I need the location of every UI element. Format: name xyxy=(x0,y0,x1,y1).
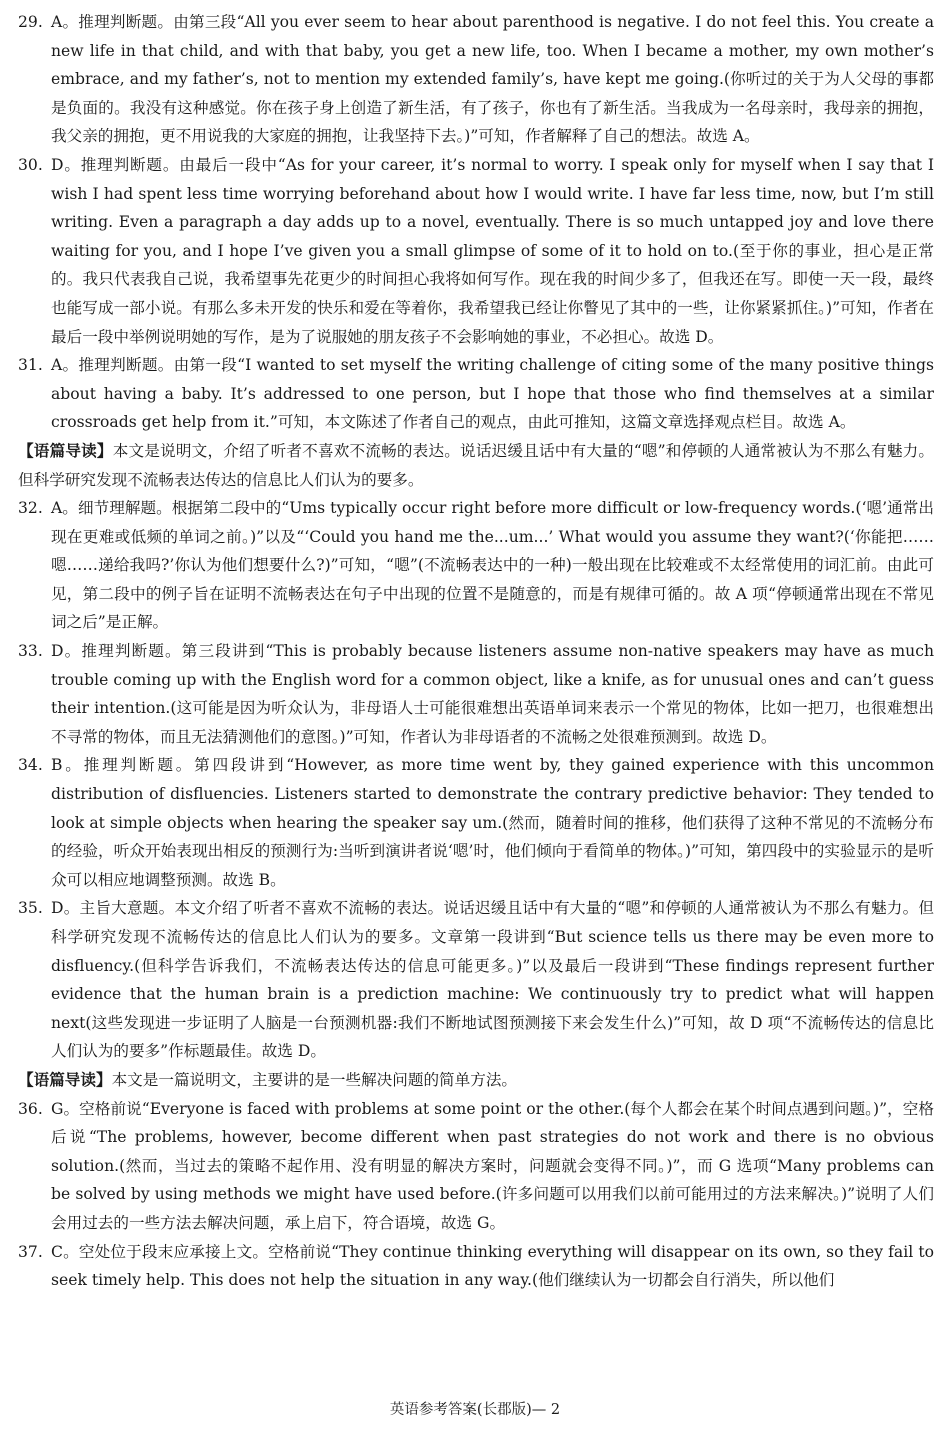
question-number: 33. xyxy=(18,642,43,661)
question-number: 32. xyxy=(18,499,43,518)
answer-text: C。空处位于段末应承接上文。空格前说“They continue thinking everything will disappear on its own, so they fail to seek timely help. This does not help the situation in any way.(他们继续认为一切都会自行消失，所以他们 xyxy=(51,1242,934,1290)
answer-item-31 xyxy=(18,351,934,437)
answer-item-32 xyxy=(18,494,934,637)
answer-text: D。主旨大意题。本文介绍了听者不喜欢不流畅的表达。说话迟缓且话中有大量的“嗯”和停顿的人通常被认为不那么有魅力。但科学研究发现不流畅传达的信息比人们认为的要多。文章第一段讲到“But science tells us there may be even more to disfluency.(但科学告诉我们，不流畅表达传达的信息可能更多。)”以及最后一段讲到“These findings represent further evidence that the human brain is a prediction machine: We continuously try to predict what will happen next(这些发现进一步证明了人脑是一台预测机器:我们不断地试图预测接下来会发生什么)”可知，故 D 项“不流畅传达的信息比人们认为的要多”作标题最佳。故选 D。 xyxy=(51,899,934,1061)
question-number: 30. xyxy=(18,155,43,174)
answer-item-30 xyxy=(18,151,934,351)
question-number: 29. xyxy=(18,13,43,31)
question-number: 36. xyxy=(18,1099,43,1118)
answer-item-34 xyxy=(18,751,934,894)
passage-guide-1 xyxy=(18,437,934,494)
guide-text: 本文是一篇说明文，主要讲的是一些解决问题的简单方法。 xyxy=(111,1070,518,1089)
question-number: 35. xyxy=(18,899,43,918)
answer-page xyxy=(18,8,934,1295)
answer-item-36 xyxy=(18,1095,934,1238)
question-number: 31. xyxy=(18,356,43,375)
answer-text: A。细节理解题。根据第二段中的“Ums typically occur right before more difficult or low-frequency words.(‘嗯’通常出现在更难或低频的单词之前。)”以及“‘Could you hand me the...um...’ What would you assume they want?(‘你能把……嗯……递给我吗?’你认为他们想要什么?)”可知，“嗯”(不流畅表达中的一种)一般出现在比较难或不太经常使用的词汇前。由此可见，第二段中的例子旨在证明不流畅表达在句子中出现的位置不是随意的，而是有规律可循的。故 A 项“停顿通常出现在不常见词之后”是正解。 xyxy=(51,499,934,632)
answer-item-35 xyxy=(18,894,934,1066)
guide-tag: 【语篇导读】 xyxy=(18,441,113,460)
answer-text: B。推理判断题。第四段讲到“However, as more time went by, they gained experience with this uncommon distribution of disfluencies. Listeners started to demonstrate the contrary predictive behavior: They tended to look at simple objects when hearing the speaker say um.(然而，随着时间的推移，他们获得了这种不常见的不流畅分布的经验，听众开始表现出相反的预测行为:当听到演讲者说‘嗯’时，他们倾向于看简单的物体。)”可知，第四段中的实验显示的是听众可以相应地调整预测。故选 B。 xyxy=(51,756,934,889)
question-number: 34. xyxy=(18,756,43,775)
guide-tag: 【语篇导读】 xyxy=(18,1070,112,1089)
answer-text: D。推理判断题。第三段讲到“This is probably because listeners assume non-native speakers may have as much trouble coming up with the English word for a common object, like a knife, as for unusual ones and can’t guess their intention.(这可能是因为听众认为，非母语人士可能很难想出英语单词来表示一个常见的物体，比如一把刀，也很难想出不寻常的物体，而且无法猜测他们的意图。)”可知，作者认为非母语者的不流畅之处很难预测到。故选 D。 xyxy=(51,642,934,746)
answer-item-29 xyxy=(18,8,934,151)
question-number: 37. xyxy=(18,1242,43,1261)
answer-text: A。推理判断题。由第三段“All you ever seem to hear about parenthood is negative. I do not feel this. You create a new life in that child, and with that baby, you get a new life, too. When I became a mother, my own mother’s embrace, and my father’s, not to mention my extended family’s, have kept me going.(你听过的关于为人父母的事都是负面的。我没有这种感觉。你在孩子身上创造了新生活，有了孩子，你也有了新生活。当我成为一名母亲时，我母亲的拥抱，我父亲的拥抱，更不用说我的大家庭的拥抱，让我坚持下去。)”可知，作者解释了自己的想法。故选 A。 xyxy=(51,13,934,146)
guide-text: 本文是说明文，介绍了听者不喜欢不流畅的表达。说话迟缓且话中有大量的“嗯”和停顿的人通常被认为不那么有魅力。但科学研究发现不流畅表达传达的信息比人们认为的要多。 xyxy=(18,441,934,489)
answer-item-33 xyxy=(18,637,934,751)
passage-guide-2 xyxy=(18,1066,934,1095)
page-footer: 英语参考答案(长郡版)— 2 xyxy=(389,1402,561,1418)
answer-item-37 xyxy=(18,1238,934,1295)
answer-text: D。推理判断题。由最后一段中“As for your career, it’s normal to worry. I speak only for myself when I say that I wish I had spent less time worrying beforehand about how I would write. I have far less time, now, but I’m still writing. Even a paragraph a day adds up to a novel, eventually. There is so much untapped joy and love there waiting for you, and I hope I’ve given you a small glimpse of some of it to hold on to.(至于你的事业，担心是正常的。我只代表我自己说，我希望事先花更少的时间担心我将如何写作。现在我的时间少多了，但我还在写。即使一天一段，最终也能写成一部小说。有那么多未开发的快乐和爱在等着你，我希望我已经让你瞥见了其中的一些，让你紧紧抓住。)”可知，作者在最后一段中举例说明她的写作，是为了说服她的朋友孩子不会影响她的事业，不必担心。故选 D。 xyxy=(51,155,934,346)
answer-text: G。空格前说“Everyone is faced with problems at some point or the other.(每个人都会在某个时间点遇到问题。)”，空格后说“The problems, however, become different when past strategies do not work and there is no obvious solution.(然而，当过去的策略不起作用、没有明显的解决方案时，问题就会变得不同。)”，而 G 选项“Many problems can be solved by using methods we might have used before.(许多问题可以用我们以前可能用过的方法来解决。)”说明了人们会用过去的一些方法去解决问题，承上启下，符合语境，故选 G。 xyxy=(51,1099,934,1232)
answer-text: A。推理判断题。由第一段“I wanted to set myself the writing challenge of citing some of the many positive things about having a baby. It’s addressed to one person, but I hope that those who find themselves at a similar crossroads get help from it.”可知，本文陈述了作者自己的观点，由此可推知，这篇文章选择观点栏目。故选 A。 xyxy=(51,356,934,432)
